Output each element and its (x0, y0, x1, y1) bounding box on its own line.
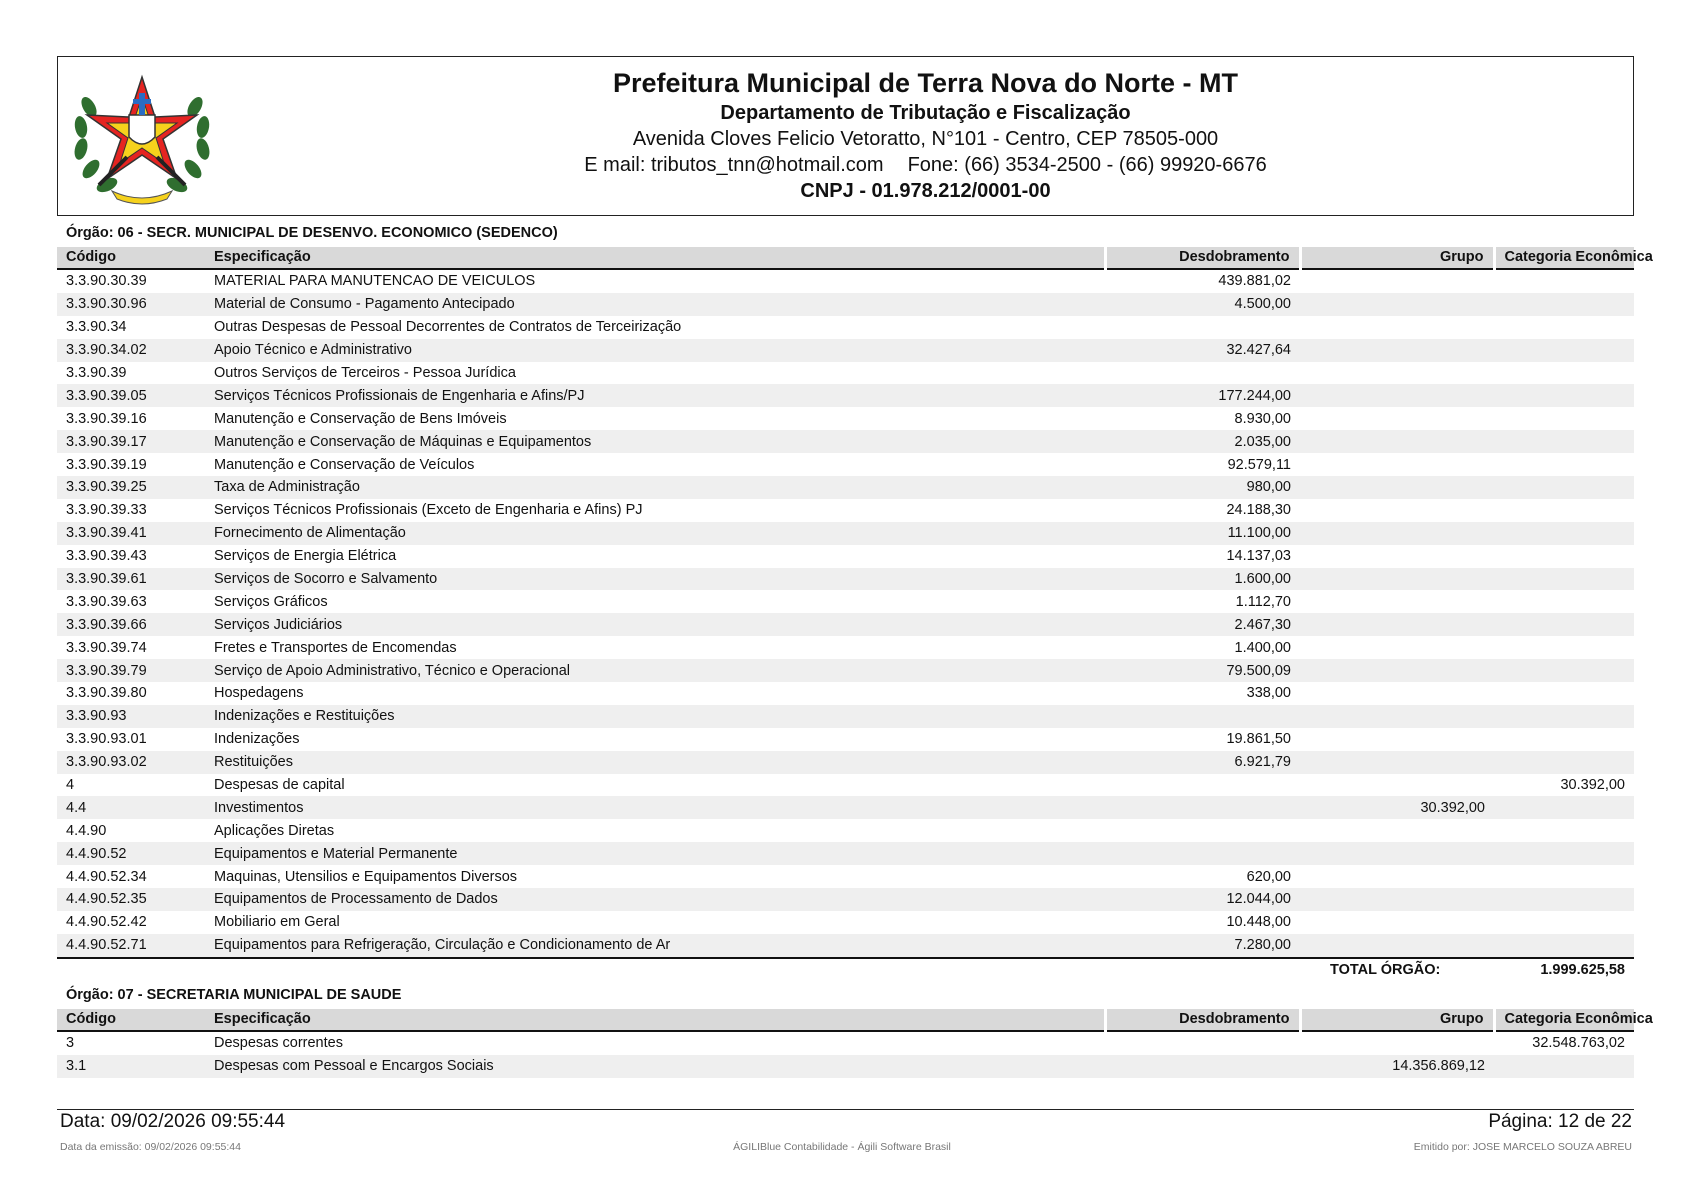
contact-line (218, 152, 1633, 178)
cell-categoria (1494, 705, 1634, 728)
table-row (57, 659, 1634, 682)
cell-desdobramento: 10.448,00 (1226, 914, 1291, 931)
cell-categoria (1494, 545, 1634, 568)
cell-categoria (1494, 568, 1634, 591)
cell-code: 4.4.90.52.35 (57, 888, 205, 911)
cell-categoria (1494, 590, 1634, 613)
cell-code: 3.3.90.39.66 (57, 613, 205, 636)
cell-spec: Serviços Técnicos Profissionais de Engenharia e Afins/PJ (205, 384, 1105, 407)
cell-desdobramento (1105, 1031, 1300, 1055)
col-header-spec: Especificação (205, 247, 1105, 269)
cell-categoria (1494, 751, 1634, 774)
cell-grupo (1300, 819, 1494, 842)
cell-categoria (1494, 339, 1634, 362)
cell-desdobramento: 32.427,64 (1105, 339, 1300, 362)
cell-spec: Serviço de Apoio Administrativo, Técnico e Operacional (205, 659, 1105, 682)
cell-categoria: 32.548.763,02 (1532, 1035, 1625, 1052)
cell-spec: Fretes e Transportes de Encomendas (214, 639, 457, 656)
table-row (57, 1031, 1634, 1055)
table-row (57, 499, 1634, 522)
org-title: Órgão: 07 - SECRETARIA MUNICIPAL DE SAUDE (66, 987, 402, 1003)
cell-desdobramento: 92.579,11 (1227, 456, 1291, 473)
page-number: Página: 12 de 22 (1488, 1111, 1632, 1132)
cell-code: 3.3.90.30.96 (57, 293, 205, 316)
cell-categoria (1494, 1055, 1634, 1078)
table-row (57, 316, 1634, 339)
cell-desdobramento (1105, 705, 1300, 728)
cell-code: 3.3.90.30.39 (66, 273, 147, 290)
cnpj: CNPJ - 01.978.212/0001-00 (800, 180, 1051, 202)
cell-code: 3.3.90.93.02 (57, 751, 205, 774)
table-row (57, 819, 1634, 842)
cell-desdobramento (1105, 362, 1300, 385)
report-title: Prefeitura Municipal de Terra Nova do Norte - MT (612, 68, 1239, 98)
cell-spec: Equipamentos para Refrigeração, Circulação e Condicionamento de Ar (205, 934, 1105, 957)
cell-categoria (1494, 911, 1634, 934)
cell-desdobramento: 980,00 (1105, 476, 1300, 499)
cell-desdobramento (1105, 1055, 1300, 1078)
cell-desdobramento (1105, 316, 1300, 339)
cell-categoria (1494, 888, 1634, 911)
coat-of-arms-icon (67, 67, 217, 207)
table-row (57, 1055, 1634, 1078)
cell-spec: Fornecimento de Alimentação (205, 522, 1105, 545)
cell-categoria (1494, 636, 1634, 659)
org-title: Órgão: 06 - SECR. MUNICIPAL DE DESENVO. ECONOMICO (SEDENCO) (66, 225, 558, 241)
cell-desdobramento (1105, 796, 1300, 819)
cell-grupo: 30.392,00 (1300, 796, 1494, 819)
cell-code: 3.3.90.39.25 (57, 476, 205, 499)
cell-code: 3.3.90.34 (66, 319, 127, 336)
cell-grupo (1300, 613, 1494, 636)
cell-categoria (1494, 842, 1634, 865)
phone: Fone: (66) 3534-2500 - (66) 99920-6676 (907, 154, 1267, 176)
cell-desdobramento: 4.500,00 (1105, 293, 1300, 316)
col-header-grupo: Grupo (1300, 1009, 1494, 1031)
col-header-categoria: Categoria Econômica (1494, 1009, 1634, 1031)
cell-spec: Outras Despesas de Pessoal Decorrentes de Contratos de Terceirização (214, 319, 682, 336)
table-row (57, 545, 1634, 568)
cell-spec: Material de Consumo - Pagamento Antecipado (205, 293, 1105, 316)
cell-desdobramento: 1.600,00 (1105, 568, 1300, 591)
col-header-code: Código (57, 247, 205, 269)
cell-desdobramento: 19.861,50 (1226, 731, 1291, 748)
table-row (57, 796, 1634, 819)
cell-grupo (1300, 751, 1494, 774)
cell-code: 4.4 (57, 796, 205, 819)
cell-code: 3 (66, 1035, 75, 1052)
cell-categoria (1494, 407, 1634, 430)
total-value: 1.999.625,58 (1540, 961, 1625, 978)
cell-spec: Taxa de Administração (205, 476, 1105, 499)
cell-grupo (1300, 384, 1494, 407)
cell-desdobramento: 6.921,79 (1105, 751, 1300, 774)
table-row (57, 362, 1634, 385)
cell-categoria: 30.392,00 (1560, 777, 1625, 794)
cell-desdobramento: 338,00 (1246, 685, 1291, 702)
cell-categoria (1494, 293, 1634, 316)
cell-desdobramento: 2.467,30 (1105, 613, 1300, 636)
cell-code: 4.4.90.52.71 (57, 934, 205, 957)
table-body (57, 269, 1634, 957)
cell-grupo (1300, 362, 1494, 385)
cell-grupo (1300, 934, 1494, 957)
cell-grupo (1300, 842, 1494, 865)
expense-table (57, 247, 1653, 957)
cell-grupo (1300, 682, 1494, 705)
table-row (57, 568, 1634, 591)
cell-grupo (1300, 636, 1494, 659)
cell-grupo (1300, 728, 1494, 751)
cell-categoria (1494, 613, 1634, 636)
cell-code: 3.3.90.39.16 (66, 410, 147, 427)
table-row (57, 522, 1634, 545)
cell-spec: Mobiliario em Geral (214, 914, 340, 931)
cell-code: 3.3.90.39.61 (57, 568, 205, 591)
col-header-desdobramento: Desdobramento (1105, 1009, 1300, 1031)
cell-grupo (1300, 774, 1494, 797)
cell-desdobramento: 12.044,00 (1105, 888, 1300, 911)
cell-desdobramento: 79.500,09 (1105, 659, 1300, 682)
table-row (57, 865, 1634, 888)
cell-code: 3.3.90.39.05 (57, 384, 205, 407)
table-header-row (57, 1009, 1634, 1031)
cell-desdobramento: 24.188,30 (1226, 502, 1291, 519)
col-header-spec: Especificação (205, 1009, 1105, 1031)
cell-categoria (1494, 384, 1634, 407)
cell-categoria (1494, 796, 1634, 819)
footer-date: Data: 09/02/2026 09:55:44 (60, 1111, 286, 1132)
cell-grupo (1300, 911, 1494, 934)
cell-spec: Hospedagens (214, 685, 304, 702)
cell-categoria (1494, 499, 1634, 522)
cell-code: 3.3.90.39 (66, 365, 127, 381)
cell-grupo (1300, 316, 1494, 339)
table-row (57, 430, 1634, 453)
table-row (57, 728, 1634, 751)
org-section-06 (57, 223, 1653, 983)
report-header (57, 56, 1634, 216)
table-row (57, 774, 1634, 797)
cell-grupo (1300, 339, 1494, 362)
cell-code: 3.3.90.39.19 (66, 456, 147, 473)
table-row (57, 751, 1634, 774)
cell-categoria (1494, 430, 1634, 453)
cell-spec: Investimentos (205, 796, 1105, 819)
cell-categoria (1494, 819, 1634, 842)
table-row (57, 590, 1634, 613)
table-row (57, 384, 1634, 407)
table-row (57, 888, 1634, 911)
cell-code: 3.3.90.39.80 (66, 685, 147, 702)
cell-spec: Manutenção e Conservação de Máquinas e Equipamentos (205, 430, 1105, 453)
cell-categoria (1494, 453, 1634, 476)
cell-categoria (1494, 476, 1634, 499)
org-section-07 (57, 985, 1653, 1078)
cell-code: 3.3.90.34.02 (57, 339, 205, 362)
cell-spec: MATERIAL PARA MANUTENCAO DE VEICULOS (214, 273, 536, 290)
cell-grupo (1300, 865, 1494, 888)
cell-grupo (1300, 453, 1494, 476)
cell-grupo (1300, 407, 1494, 430)
cell-code: 4.4.90 (66, 822, 107, 839)
cell-spec: Despesas de capital (214, 777, 345, 794)
cell-desdobramento: 177.244,00 (1105, 384, 1300, 407)
issued-by: Emitido por: JOSE MARCELO SOUZA ABREU (1413, 1141, 1632, 1153)
cell-code: 4.4.90.52.34 (66, 868, 147, 885)
software-credit: ÁGILIBlue Contabilidade - Ágili Software Brasil (733, 1141, 951, 1153)
cell-spec: Manutenção e Conservação de Veículos (214, 456, 475, 473)
email: E mail: tributos_tnn@hotmail.com (584, 154, 884, 176)
table-row (57, 705, 1634, 728)
table-row (57, 453, 1634, 476)
cell-desdobramento: 1.112,70 (1235, 593, 1291, 610)
cell-code: 4.4.90.52.42 (66, 914, 147, 931)
table-row (57, 476, 1634, 499)
cell-grupo (1300, 568, 1494, 591)
cell-spec: Manutenção e Conservação de Bens Imóveis (214, 410, 507, 427)
cell-desdobramento: 1.400,00 (1234, 639, 1291, 656)
cell-spec: Apoio Técnico e Administrativo (205, 339, 1105, 362)
table-row (57, 407, 1634, 430)
cell-grupo (1300, 476, 1494, 499)
cell-code: 4 (66, 777, 75, 794)
cell-grupo (1300, 705, 1494, 728)
cell-desdobramento: 620,00 (1246, 868, 1291, 885)
col-header-desdobramento: Desdobramento (1105, 247, 1300, 269)
emission-date: Data da emissão: 09/02/2026 09:55:44 (60, 1141, 241, 1153)
cell-categoria (1494, 659, 1634, 682)
department-name: Departamento de Tributação e Fiscalização (720, 102, 1131, 124)
cell-grupo (1300, 659, 1494, 682)
cell-grupo (1300, 499, 1494, 522)
cell-categoria (1494, 934, 1634, 957)
cell-code: 3.3.90.39.33 (66, 502, 147, 519)
cell-spec: Despesas com Pessoal e Encargos Sociais (205, 1055, 1105, 1078)
cell-categoria (1494, 682, 1634, 705)
cell-spec: Indenizações (214, 731, 300, 748)
cell-desdobramento: 2.035,00 (1105, 430, 1300, 453)
cell-spec: Equipamentos de Processamento de Dados (205, 888, 1105, 911)
cell-code: 3.3.90.39.74 (66, 639, 147, 656)
cell-grupo (1300, 590, 1494, 613)
table-row (57, 934, 1634, 957)
col-header-code: Código (57, 1009, 205, 1031)
cell-spec: Equipamentos e Material Permanente (205, 842, 1105, 865)
cell-spec: Serviços Técnicos Profissionais (Exceto de Engenharia e Afins) PJ (214, 502, 643, 519)
cell-grupo (1300, 888, 1494, 911)
cell-desdobramento (1105, 819, 1300, 842)
cell-grupo (1300, 430, 1494, 453)
cell-code: 3.3.90.93 (57, 705, 205, 728)
expense-table (57, 1009, 1653, 1078)
cell-spec: Maquinas, Utensilios e Equipamentos Diversos (214, 868, 518, 885)
cell-grupo (1300, 545, 1494, 568)
cell-grupo: 14.356.869,12 (1300, 1055, 1494, 1078)
cell-spec: Aplicações Diretas (214, 822, 335, 839)
cell-code: 3.3.90.39.41 (57, 522, 205, 545)
cell-grupo (1300, 293, 1494, 316)
cell-categoria (1494, 865, 1634, 888)
table-row (57, 269, 1634, 293)
footer-divider (57, 1109, 1634, 1110)
cell-categoria (1494, 316, 1634, 339)
cell-categoria (1494, 728, 1634, 751)
cell-desdobramento: 7.280,00 (1105, 934, 1300, 957)
cell-code: 3.3.90.39.17 (57, 430, 205, 453)
cell-grupo (1300, 269, 1494, 293)
total-label: TOTAL ÓRGÃO: (1330, 961, 1441, 978)
address: Avenida Cloves Felicio Vetoratto, N°101 - Centro, CEP 78505-000 (632, 128, 1219, 150)
cell-categoria (1494, 522, 1634, 545)
cell-desdobramento: 14.137,03 (1226, 548, 1291, 565)
cell-code: 3.1 (57, 1055, 205, 1078)
table-row (57, 339, 1634, 362)
cell-grupo (1300, 1031, 1494, 1055)
cell-spec: Serviços de Socorro e Salvamento (205, 568, 1105, 591)
table-row (57, 682, 1634, 705)
table-row (57, 842, 1634, 865)
col-header-categoria: Categoria Econômica (1494, 247, 1634, 269)
cell-spec: Serviços Gráficos (214, 593, 328, 610)
cell-desdobramento: 8.930,00 (1234, 410, 1291, 427)
col-header-grupo: Grupo (1300, 247, 1494, 269)
table-header-row (57, 247, 1634, 269)
cell-categoria (1494, 269, 1634, 293)
cell-spec: Serviços Judiciários (205, 613, 1105, 636)
cell-spec: Restituições (205, 751, 1105, 774)
cell-categoria (1494, 362, 1634, 385)
cell-spec: Despesas correntes (214, 1035, 343, 1052)
cell-code: 3.3.90.93.01 (66, 731, 147, 748)
cell-spec: Outros Serviços de Terceiros - Pessoa Jurídica (214, 365, 516, 381)
cell-code: 3.3.90.39.63 (66, 593, 147, 610)
cell-spec: Indenizações e Restituições (205, 705, 1105, 728)
table-row (57, 613, 1634, 636)
cell-desdobramento: 11.100,00 (1105, 522, 1300, 545)
table-row (57, 293, 1634, 316)
total-row (57, 957, 1634, 983)
cell-desdobramento: 439.881,02 (1218, 273, 1291, 290)
table-row (57, 911, 1634, 934)
cell-desdobramento (1105, 774, 1300, 797)
cell-spec: Serviços de Energia Elétrica (214, 548, 397, 565)
cell-code: 3.3.90.39.43 (66, 548, 147, 565)
cell-code: 3.3.90.39.79 (57, 659, 205, 682)
cell-desdobramento (1105, 842, 1300, 865)
cell-grupo (1300, 522, 1494, 545)
cell-code: 4.4.90.52 (57, 842, 205, 865)
table-row (57, 636, 1634, 659)
table-body (57, 1031, 1634, 1078)
